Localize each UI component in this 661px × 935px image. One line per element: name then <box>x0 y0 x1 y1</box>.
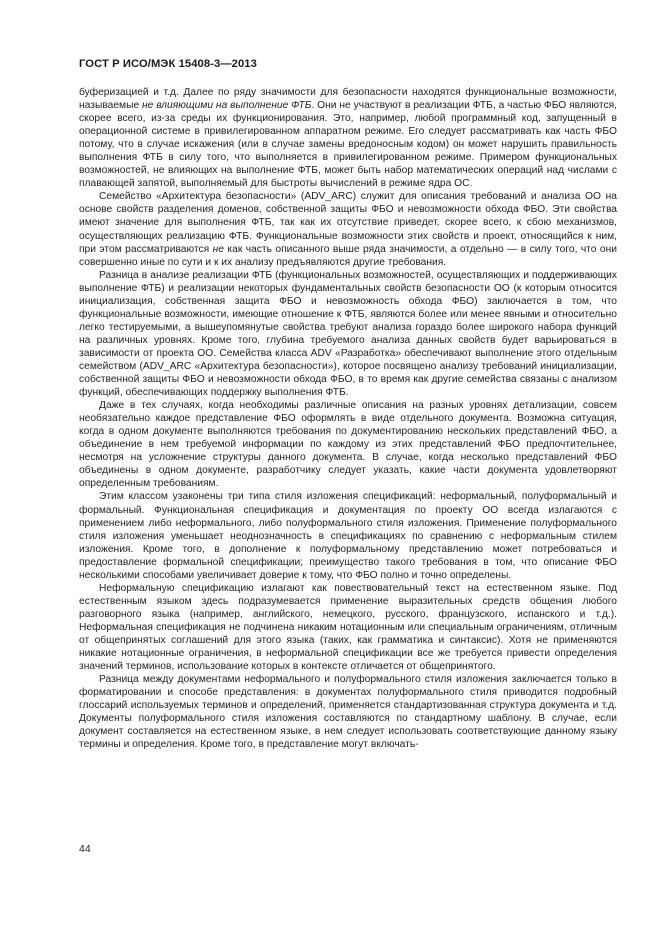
paragraph-text: . Они не участвуют в реализации ФТБ, а частью ФБО являются, скорее всего, из-за среды их функционирования. Это, например, любой программный код, запущенный в операционной системе в привилегированном аппаратном режиме. Его следует рассматривать как часть ФБО потому, что в случае искажения (или в случае замены вредоносным кодом) он может нарушить правильность выполнения ФТБ в силу того, что выполняется в привилегированном режиме. Примером функциональных возможностей, не влияющих на выполнение ФТБ, может быть набор математических операций над числами с плавающей запятой, выполняемый для быстроты вычислений в режиме ядра ОС. <box>79 100 617 190</box>
paragraph-5: Этим классом узаконены три типа стиля изложения спецификаций: неформальный, полуформальный и формальный. Функциональная спецификация и документация по проекту ОО всегда излагаются с применением либо неформального, либо полуформального стиля изложения. Применение полуформального стиля изложения уменьшает неоднозначность в спецификациях по сравнению с неформальным стилем изложения. Кроме того, в дополнение к полуформальному представлению может потребоваться и предоставление формальной спецификации; преимущество такого требования в том, что описание ФБО несколькими способами увеличивает доверие к тому, что ФБО полно и точно определены. <box>79 491 617 581</box>
paragraph-text: Семейство «Архитектура безопасности» (ADV_ARC) служит для описания требований и анализа ОО на основе свойств разделения доменов, собственной защиты ФБО и невозможности обхода ФБО. Эти свойства имеют значение для выполнения ФТБ, так как их отсутствие приведет, скорее всего, к сбою механизмов, осуществляющих реализацию ФТБ. Функциональные возможности этих свойств и проект, относящийся к ним, при этом рассматриваются <box>79 191 617 255</box>
paragraph-6: Неформальную спецификацию излагают как повествовательный текст на естественном языке. Под естественным языком здесь подразумевается применение выразительных средств общения любого разговорного языка (например, английского, немецкого, русского, французского, испанского и т.д.). Неформальная спецификация не подчинена никаким нотационным или специальным ограничениям, отличным от общепринятых соглашений для этого языка (таких, как грамматика и синтаксис). Хотя не применяются никакие нотационные ограничения, в неформальной спецификации все же требуется привести определения значений терминов, использование которых в контексте отличается от общепринятого. <box>79 582 617 673</box>
paragraph-text: буферизацией и т.д. Далее по ряду значимости для безопасности находятся функциональные возможности, называемые <box>79 87 617 112</box>
document-body <box>79 86 617 751</box>
document-header: ГОСТ Р ИСО/МЭК 15408-3—2013 <box>79 58 257 70</box>
paragraph-3: Разница в анализе реализации ФТБ (функциональных возможностей, осуществляющих и поддерживающих выполнение ФТБ) и реализации некоторых фундаментальных свойств безопасности ОО (к которым относится инициализация, собственная защита ФБО и невозможность обхода ФБО) заключается в том, что функциональные возможности, имеющие отношение к ФТБ, являются более или менее явными и относительно легко тестируемыми, а вышеупомянутые свойства требуют анализа гораздо более широкого набора функций на различных уровнях. Кроме того, глубина требуемого анализа данных свойств будет варьироваться в зависимости от проекта ОО. Семейства класса ADV «Разработка» обеспечивают выполнение этого отдельным семейством (ADV_ARC «Архитектура безопасности»), которое посвящено анализу требований инициализации, собственной защиты ФБО и невозможности обхода ФБО, в то время как другие семейства связаны с анализом функций, обеспечивающих поддержку выполнения ФТБ. <box>79 269 617 399</box>
paragraph-text: как часть описанного выше ряда значимости, а отдельно — в силу того, что они совершенно иные по сути и к их анализу предъявляются другие требования. <box>79 243 617 268</box>
paragraph-1 <box>79 86 617 190</box>
paragraph-2 <box>79 190 617 268</box>
page-number: 44 <box>79 843 91 855</box>
italic-term: не <box>212 243 224 255</box>
paragraph-7: Разница между документами неформального и полуформального стиля изложения заключается только в форматировании и способе представления: в документах полуформального стиля приводится подробный глоссарий используемых терминов и определений, применяется стандартизованная структура документа и т.д. Документы полуформального стиля изложения составляются по стандартному шаблону. В случае, если документ составляется на естественном языке, в нем следует использовать соответствующие данному языку термины и определения. Кроме того, в представление могут включать- <box>79 674 617 751</box>
paragraph-4: Даже в тех случаях, когда необходимы различные описания на разных уровнях детализации, совсем необязательно каждое представление ФБО оформлять в виде отдельного документа. Возможна ситуация, когда в одном документе выполняются требования по документированию нескольких представлений ФБО, а объединение в нем требуемой информации по каждому из этих представлений ФБО предпочтительнее, несмотря на усложнение структуры данного документа. В случае, когда несколько представлений ФБО объединены в одном документе, разработчику следует указать, какие части документа удовлетворяют определенным требованиям. <box>79 400 617 490</box>
italic-term: не влияющими на выполнение ФТБ <box>142 100 312 112</box>
